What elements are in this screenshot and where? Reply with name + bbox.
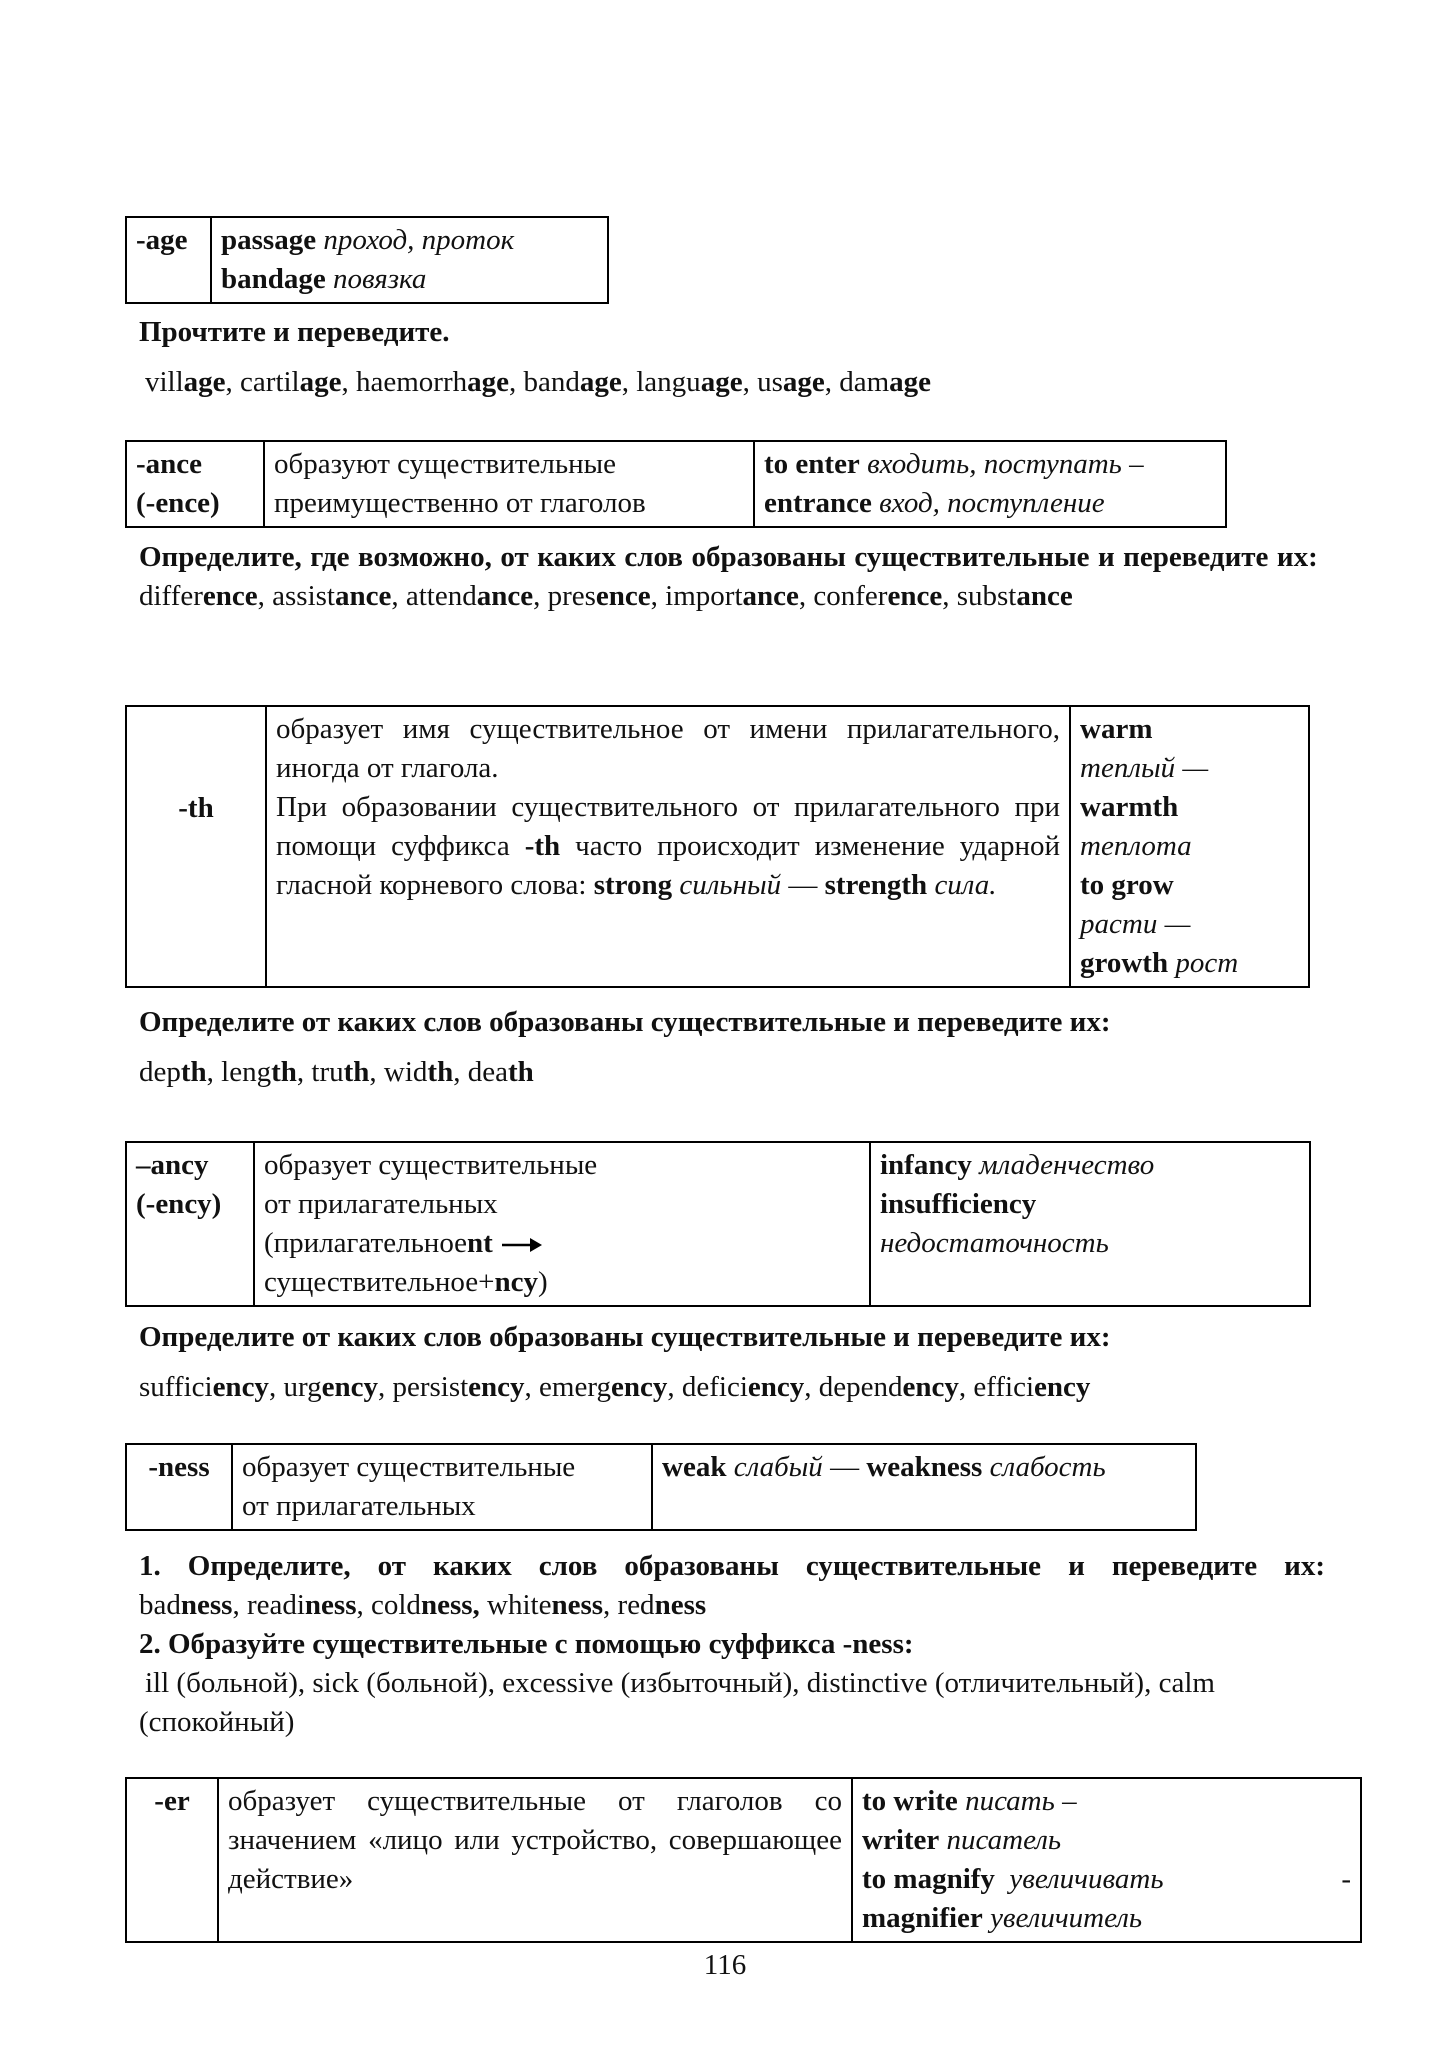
word-list-age: village, cartilage, haemorrhage, bandage, language, usage, damage bbox=[145, 366, 932, 398]
word-item: usage bbox=[757, 366, 825, 398]
page-number: 116 bbox=[703, 1949, 747, 1981]
word-list-ancy: sufficiency, urgency, persistency, emergency, deficiency, dependency, efficiency bbox=[139, 1371, 1091, 1403]
examples-cell: to enter входить, поступать – entrance вход, поступление bbox=[754, 441, 1226, 527]
word-item: badness bbox=[139, 1589, 233, 1621]
word-item: deficiency bbox=[681, 1371, 805, 1403]
examples-cell: weak слабый — weakness слабость bbox=[652, 1444, 1196, 1530]
word-item: readiness bbox=[246, 1589, 357, 1621]
example-word: passage bbox=[221, 224, 317, 256]
instruction-th: Определите от каких слов образованы существительные и переведите их: bbox=[139, 1006, 1111, 1038]
description-cell: образует имя существительное от имени прилагательного, иногда от глагола. При образовании существительного от прилагательного при помощи суффикса -th часто происходит изменение ударной гласной корневого слова: strong сильный — strength сила. bbox=[266, 706, 1070, 987]
suffix-ness-table bbox=[125, 1443, 1197, 1531]
examples-cell: infancy младенчество insufficiency недостаточность bbox=[870, 1142, 1310, 1306]
word-item: death bbox=[467, 1056, 534, 1088]
word-item: language bbox=[636, 366, 743, 398]
word-item: damage bbox=[839, 366, 932, 398]
word-item: haemorrhage bbox=[356, 366, 509, 398]
example-translation: повязка bbox=[333, 263, 427, 295]
word-item: substance bbox=[956, 580, 1073, 612]
suffix-age-table bbox=[125, 216, 609, 304]
suffix-cell: -th bbox=[126, 706, 266, 987]
word-list-ness: badness, readiness, coldness, whiteness, redness bbox=[139, 1589, 707, 1621]
word-item: efficiency bbox=[973, 1371, 1091, 1403]
suffix-cell: -age bbox=[126, 217, 211, 303]
examples-cell: to write писать – writer писатель to magnify увеличивать - magnifier увеличитель bbox=[852, 1778, 1361, 1942]
description-cell: образует существительные от глаголов со значением «лицо или устройство, совершающее действие» bbox=[218, 1778, 852, 1942]
instruction-ness-2: 2. Образуйте существительные с помощью суффикса -ness: bbox=[139, 1628, 914, 1660]
suffix-th-table bbox=[125, 705, 1310, 988]
suffix-cell: -er bbox=[126, 1778, 218, 1942]
word-item: emergency bbox=[539, 1371, 668, 1403]
suffix-cell: –ancy (-ency) bbox=[126, 1142, 254, 1306]
word-item: cartilage bbox=[240, 366, 342, 398]
example-word: bandage bbox=[221, 263, 326, 295]
description-cell: образует существительные от прилагательных bbox=[232, 1444, 652, 1530]
word-item: village bbox=[145, 366, 226, 398]
examples-cell bbox=[211, 217, 608, 303]
word-item: dependency bbox=[818, 1371, 959, 1403]
word-item: depth bbox=[139, 1056, 207, 1088]
description-cell: образует существительные от прилагательных (прилагательноеnt существительное+ncy) bbox=[254, 1142, 870, 1306]
word-item: redness bbox=[617, 1589, 707, 1621]
suffix-cell: -ance (-ence) bbox=[126, 441, 264, 527]
word-list-th: depth, length, truth, width, death bbox=[139, 1056, 534, 1088]
word-item: width bbox=[383, 1056, 454, 1088]
suffix-er-table bbox=[125, 1777, 1362, 1943]
instruction-ness-1: 1. Определите, от каких слов образованы существительные и переведите их: bbox=[139, 1550, 1325, 1582]
word-item: conference bbox=[813, 580, 943, 612]
word-item: importance bbox=[665, 580, 799, 612]
word-item: bandage bbox=[523, 366, 622, 398]
instruction-ance: Определите, где возможно, от каких слов образованы существительные и переведите их: bbox=[139, 541, 1318, 573]
word-item: persistency bbox=[392, 1371, 525, 1403]
task-text-ness: ill (больной), sick (больной), excessive (избыточный), distinctive (отличительный), calm (спокойный) bbox=[139, 1667, 1215, 1738]
example-translation: проход, проток bbox=[323, 224, 515, 256]
word-item: truth bbox=[311, 1056, 370, 1088]
word-item: coldness, bbox=[371, 1589, 480, 1621]
instruction-ancy: Определите от каких слов образованы существительные и переведите их: bbox=[139, 1321, 1111, 1353]
word-item: difference bbox=[139, 580, 258, 612]
word-item: presence bbox=[547, 580, 651, 612]
word-item: whiteness bbox=[487, 1589, 604, 1621]
instruction-ance-block: Определите, где возможно, от каких слов образованы существительные и переведите их: difference, assistance, attendance, presence, importance, conference, substance bbox=[139, 541, 1318, 612]
word-item: urgency bbox=[283, 1371, 378, 1403]
word-item: sufficiency bbox=[139, 1371, 269, 1403]
word-item: assistance bbox=[272, 580, 392, 612]
instruction-age: Прочтите и переведите. bbox=[139, 316, 450, 348]
suffix-ancy-table bbox=[125, 1141, 1311, 1307]
arrow-right-icon bbox=[500, 1236, 544, 1254]
suffix-cell: -ness bbox=[126, 1444, 232, 1530]
description-cell: образуют существительные преимущественно от глаголов bbox=[264, 441, 754, 527]
suffix-ance-table bbox=[125, 440, 1227, 528]
word-item: attendance bbox=[405, 580, 534, 612]
word-item: length bbox=[221, 1056, 297, 1088]
examples-cell: warm теплый — warmth теплота to grow расти — growth рост bbox=[1070, 706, 1309, 987]
